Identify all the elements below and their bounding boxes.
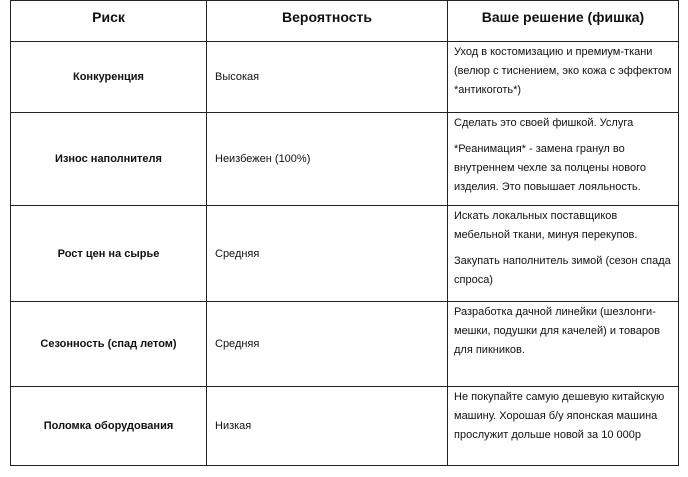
solution-paragraph: Сделать это своей фишкой. Услуга	[454, 117, 634, 129]
table-row	[11, 42, 679, 113]
risk-name: Сезонность (спад летом)	[11, 302, 207, 387]
solution-paragraph: Уход в костомизацию и премиум-ткани (велюр с тиснением, эко кожа с эффектом *антикоготь*)	[454, 46, 672, 96]
risk-name: Износ наполнителя	[11, 113, 207, 206]
risk-probability: Неизбежен (100%)	[207, 113, 448, 206]
risk-name: Рост цен на сырье	[11, 206, 207, 302]
risk-solution	[448, 206, 679, 302]
header-risk: Риск	[11, 1, 207, 42]
table-row	[11, 206, 679, 302]
risk-table	[10, 0, 679, 466]
solution-paragraph: Закупать наполнитель зимой (сезон спада спроса)	[454, 255, 671, 286]
header-row	[11, 1, 679, 42]
risk-solution	[448, 387, 679, 466]
risk-probability: Высокая	[207, 42, 448, 113]
risk-name: Конкуренция	[11, 42, 207, 113]
solution-paragraph: *Реанимация* - замена гранул во внутреннем чехле за полцены нового изделия. Это повышает лояльность.	[454, 143, 646, 193]
risk-probability: Низкая	[207, 387, 448, 466]
risk-solution	[448, 42, 679, 113]
solution-paragraph: Не покупайте самую дешевую китайскую машину. Хорошая б/у японская машина прослужит дольше новой за 10 000р	[454, 391, 665, 441]
table-row	[11, 113, 679, 206]
risk-solution	[448, 113, 679, 206]
table-row	[11, 387, 679, 466]
table-row	[11, 302, 679, 387]
risk-probability: Средняя	[207, 206, 448, 302]
risk-name: Поломка оборудования	[11, 387, 207, 466]
solution-paragraph: Разработка дачной линейки (шезлонги-мешки, подушки для качелей) и товаров для пикников.	[454, 306, 660, 356]
header-probability: Вероятность	[207, 1, 448, 42]
header-solution: Ваше решение (фишка)	[448, 1, 679, 42]
risk-solution	[448, 302, 679, 387]
risk-probability: Средняя	[207, 302, 448, 387]
solution-paragraph: Искать локальных поставщиков мебельной ткани, минуя перекупов.	[454, 210, 638, 241]
